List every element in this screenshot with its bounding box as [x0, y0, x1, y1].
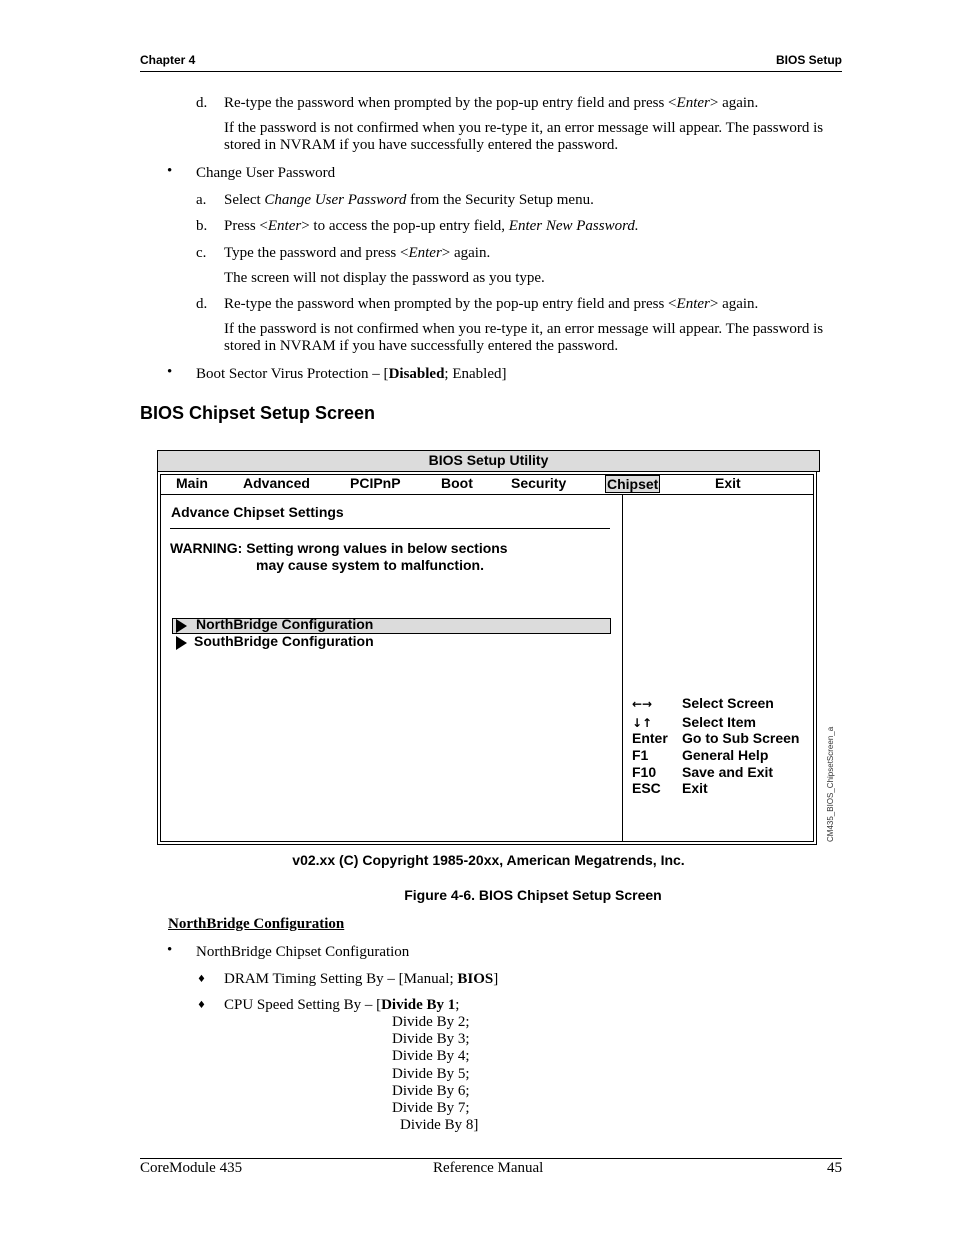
cpu-speed-option: CPU Speed Setting By – [Divide By 1; [224, 997, 460, 1013]
bios-key-esc: ESC Exit [632, 780, 708, 796]
list-item: Divide By 6; [392, 1082, 470, 1099]
bios-item-northbridge[interactable]: NorthBridge Configuration [196, 616, 374, 632]
cpu-speed-options-list [392, 1014, 478, 1134]
figure-file-label: CM435_BIOS_ChipsetScreen_a [826, 726, 835, 842]
list-item: Divide By 4; [392, 1048, 470, 1065]
list-item: Divide By 8] [400, 1117, 479, 1134]
list-item: Divide By 2; [392, 1014, 470, 1030]
bios-copyright: v02.xx (C) Copyright 1985-20xx, American Megatrends, Inc. [292, 852, 685, 868]
section-title: BIOS Chipset Setup Screen [140, 403, 376, 423]
step-a-text: Select Change User Password from the Security Setup menu. [224, 192, 594, 208]
bios-menu-main[interactable]: Main [176, 475, 208, 491]
step-b-label: b. [196, 218, 208, 234]
footer-manual: Reference Manual [433, 1160, 544, 1176]
bios-menu-pcipnp[interactable]: PCIPnP [350, 475, 401, 491]
step-d2-note-1: If the password is not confirmed when you re-type it, an error message will appear. The password is [224, 321, 824, 337]
footer-rule [140, 1158, 842, 1159]
bios-menu-divider [160, 494, 814, 495]
step-c-label: c. [196, 245, 207, 261]
bios-menu-chipset[interactable]: Chipset [607, 476, 659, 492]
figure-caption: Figure 4-6. BIOS Chipset Setup Screen [404, 887, 662, 903]
bullet-icon: • [167, 364, 173, 380]
bios-panel-divider [622, 494, 623, 842]
bios-menu-security[interactable]: Security [511, 475, 567, 491]
bios-key-enter: Enter Go to Sub Screen [632, 730, 800, 746]
list-item: Divide By 5; [392, 1065, 470, 1082]
step-b-text: Press <Enter> to access the pop-up entry field, Enter New Password. [224, 218, 639, 234]
bios-warning-line-2: may cause system to malfunction. [256, 557, 484, 573]
northbridge-title: NorthBridge Chipset Configuration [196, 944, 410, 960]
bios-menu-advanced[interactable]: Advanced [243, 475, 310, 491]
bios-item-southbridge[interactable]: SouthBridge Configuration [194, 633, 374, 649]
step-d-note-2: stored in NVRAM if you have successfully entered the password. [224, 137, 619, 153]
header-rule [140, 71, 842, 72]
dram-timing-option: DRAM Timing Setting By – [Manual; BIOS] [224, 971, 499, 987]
bios-key-f10: F10 Save and Exit [632, 764, 774, 780]
submenu-arrow-icon [176, 619, 187, 633]
step-d-note-1: If the password is not confirmed when you re-type it, an error message will appear. The password is [224, 120, 824, 136]
bullet-icon: • [167, 942, 173, 958]
step-d-label: d. [196, 95, 208, 111]
header-chapter: Chapter 4 [140, 53, 196, 67]
step-d2-note-2: stored in NVRAM if you have successfully entered the password. [224, 338, 619, 354]
list-item: Divide By 7; [392, 1100, 470, 1117]
step-d2-text: Re-type the password when prompted by the pop-up entry field and press <Enter> again. [224, 296, 759, 312]
bios-warning-line-1: WARNING: Setting wrong values in below sections [170, 540, 508, 556]
bios-key-select-screen: ←→ Select Screen [632, 695, 774, 711]
bios-panel-title: Advance Chipset Settings [171, 504, 344, 520]
footer-product: CoreModule 435 [140, 1160, 243, 1176]
bios-key-f1: F1 General Help [632, 747, 769, 763]
bios-menu-exit[interactable]: Exit [715, 475, 741, 491]
bios-title: BIOS Setup Utility [428, 452, 549, 468]
bios-inner-frame [160, 474, 814, 842]
step-d2-label: d. [196, 296, 208, 312]
boot-sector-option: Boot Sector Virus Protection – [Disabled; Enabled] [196, 366, 507, 382]
step-c-note: The screen will not display the password as you type. [224, 270, 545, 286]
change-user-title: Change User Password [196, 165, 336, 181]
list-item: Divide By 3; [392, 1031, 470, 1048]
northbridge-heading: NorthBridge Configuration [168, 916, 345, 932]
page-number: 45 [827, 1160, 842, 1176]
submenu-arrow-icon [176, 636, 187, 650]
bios-panel-title-rule [170, 528, 610, 529]
bullet-icon: • [167, 163, 173, 179]
bios-key-select-item: ↓↑ Select Item [632, 714, 756, 730]
step-c-text: Type the password and press <Enter> again. [224, 245, 491, 261]
diamond-bullet-icon: ♦ [197, 974, 206, 985]
diamond-bullet-icon: ♦ [197, 1000, 206, 1011]
header-section: BIOS Setup [775, 53, 842, 67]
step-a-label: a. [196, 192, 207, 208]
bios-menu-boot[interactable]: Boot [441, 475, 473, 491]
step-d-text: Re-type the password when prompted by the pop-up entry field and press <Enter> again. [224, 95, 759, 111]
